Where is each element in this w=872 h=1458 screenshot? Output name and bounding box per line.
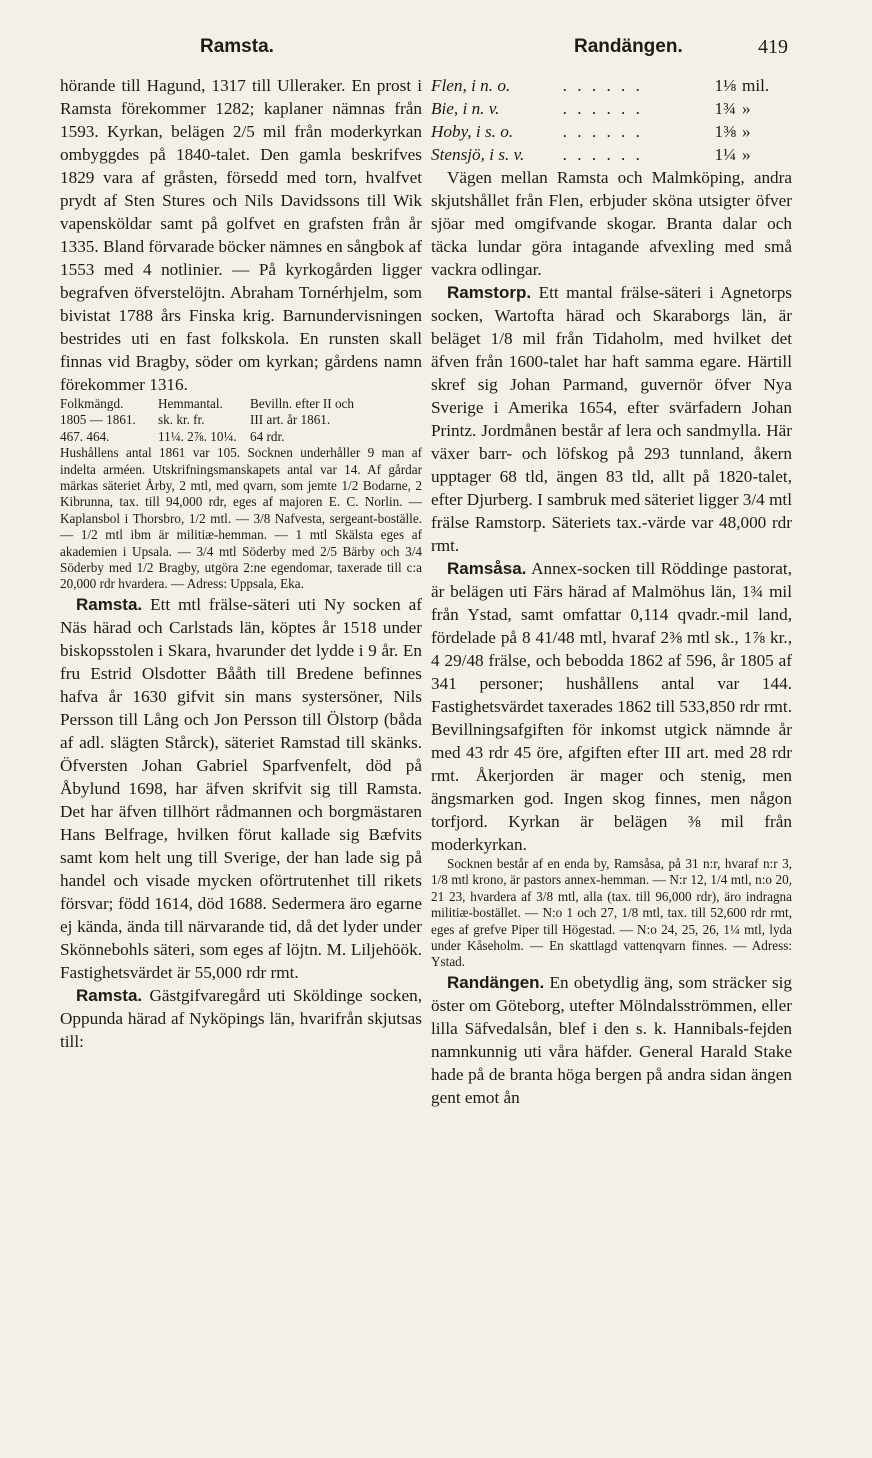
distance-table	[431, 74, 792, 166]
distance-row	[431, 74, 792, 97]
stats-sub-years: 1805 — 1861.	[60, 412, 136, 428]
entry-text: Annex-socken till Röddinge pastorat, är belägen uti Färs härad af Malmöhus län, 1¾ mil från Ystad, samt omfattar 0,114 qvadr.-mil land, fördelade på 8 41/48 mtl, hvaraf 2⅜ mtl sk., 1⅞ kr., 4 29/48 frälse, och bebodda 1862 af 596, år 1805 af 341 personer; hushållens antal var 144. Fastighetsvärdet taxerades 1862 till 533,850 rdr rmt. Bevillningsafgiften för inkomst utgick nämnde år med 43 rdr 45 öre, afgiften efter III art. med 28 rdr rmt. Åkerjorden är mager och stenig, men ängsmarken god. Ingen skog finnes, men någon torfjord. Kyrkan är belägen ⅜ mil från moderkyrkan.	[431, 559, 792, 854]
left-column	[60, 74, 422, 1053]
distance-value: 1⅛	[714, 76, 736, 95]
header-left-title: Ramsta.	[200, 36, 274, 57]
entry-randangen	[431, 971, 792, 1109]
leader-dots: . . . . . .	[562, 76, 643, 95]
entry-ramstorp	[431, 281, 792, 557]
distance-unit: »	[742, 145, 751, 164]
entry-text: Gästgifvaregård uti Sköldinge socken, Oppunda härad af Nyköpings län, hvarifrån skjutsas till:	[60, 985, 423, 1051]
entry-title: Randängen.	[447, 972, 545, 992]
population-stats	[60, 396, 422, 445]
paragraph-hagund: hörande till Hagund, 1317 till Ulleraker. En prost i Ramsta förekommer 1282; kaplaner nämnas från 1593. Kyrkan, belägen 2/5 mil från moderkyrkan ombyggdes på 1840-talet. Den gamla beskrifves 1829 vara af gråsten, försedd med torn, hvalfvet prydt af Sten Stures och Nils Davidssons till Wik vapensköldar samt på golfvet en grafsten från år 1335. Bland förvarade böcker nämnes en sångbok af 1553 med 4 notlinier. — På kyrkogården ligger begrafven öfverstelöjtn. Abraham Tornérhjelm, som bivistat 1788 års Finska krig. Barnundervisningen bestrides uti en fast folkskola. En runsten skall finnas vid Bragby, söder om kyrkan; gårdens namn förekommer 1316.	[60, 76, 422, 394]
small-print-hushall: Hushållens antal 1861 var 105. Socknen underhåller 9 man af indelta arméen. Utskrifningsmanskapets antal var 14. Af gårdar märkas säteriet Årby, 2 mtl, med qvarn, som jemte 1/2 Bodarne, 2 Kibrunna, tax. till 94,000 rdr, eges af majoren E. C. Norlin. — Kaplansbol i Thorsbro, 1/2 mtl. — 3/8 Nafvesta, sergeant-boställe. — 1/2 mtl ibm är militiæ-hemman. — 1 mtl Skälsta eges af akademien i Upsala. — 3/4 mtl Söderby med 2/5 Bärby och 3/4 Söderby med 1/2 Bragby, utgöra 2:ne egendomar, taxerade till c:a 20,000 rdr hvardera. — Adress: Uppsala, Eka.	[60, 445, 422, 592]
entry-title: Ramstorp.	[447, 283, 532, 302]
entry-text: Ett mtl frälse-säteri uti Ny socken af Näs härad och Carlstads län, köptes år 1518 under biskopsstolen i Skara, hvarunder det lydde i 9 år. En fru Estrid Olsdotter Bååth till Bredene befinnes hafva år 1630 gifvit sin mans systersöner, Nils Persson till Lång och Jon Persson till Ölstorp (båda af adl. slägten Stårck), säteriet Ramstad till skänks. Öfversten Johan Gabriel Sparfvenfelt, död på Åbylund 1698, har äfven skrifvit sig till Ramsta. Det har äfven tillhört rådmannen och borgmästaren Hans Belfrage, hvilken förut kallade sig Bæfvits samt kom helt ung till Sverige, der han lade sig på handel och visade mycken oförtrutenhet till rikets försvar; född 1614, död 1688. Sedermera äro egarne ej kända, ända till närvarande tid, då det lyder under Skönnebohls säteri, som eges af löjtn. M. Liljehöök. Fastighetsvärdet är 55,000 rdr rmt.	[60, 594, 423, 982]
distance-unit: »	[742, 122, 751, 141]
stats-sub-categories: sk. kr. fr.	[158, 412, 205, 428]
leader-dots: . . . . . .	[562, 122, 643, 141]
running-header	[60, 36, 832, 70]
distance-row	[431, 143, 792, 166]
distance-value: 1¼	[714, 145, 736, 164]
page-number: 419	[758, 36, 788, 58]
entry-text: Ett mantal frälse-säteri i Agnetorps socken, Wartofta härad och Skaraborgs län, är beläget 1/8 mil från Tidaholm, med hvilket det äfven från 1600-talet har haft samma egare. Härtill skref sig Johan Parmand, guvernör öfver Nya Sverige i Amerika 1654, efter svärfadern Johan Printz. Jordmånen består af lera och sandmylla. Här växer barr- och löfskog på 293 tunnland, åkern upptager 68 tld, ängen 83 tld, allt på 1820-talet, efter Djurberg. I sambruk med säteriet ligger 3/4 mtl frälse Ramstorp. Säteriets tax.-värde var 48,000 rdr rmt.	[431, 283, 792, 555]
entry-title: Ramsåsa.	[447, 559, 527, 578]
stats-header-population: Folkmängd.	[60, 396, 124, 411]
small-print-socknen: Socknen består af en enda by, Ramsåsa, på 31 n:r, hvaraf n:r 3, 1/8 mtl krono, är pastors annex-hemman. — N:r 12, 1/4 mtl, n:o 20, 21 23, hvardera af 3/8 mtl, alla (tax. till 96,000 rdr), äro indragna militiæ-bostället. — N:o 1 och 27, 1/8 mtl, tax. till 52,600 rdr rmt, eges af grefve Piper till Högestad. — N:o 24, 25, 26, 1¼ mtl, lyda under Kåseholm. — En skattlagd vattenqvarn finnes. — Adress: Ystad.	[431, 856, 792, 970]
stats-header-hemmantal: Hemmantal.	[158, 396, 223, 411]
distance-row	[431, 97, 792, 120]
distance-unit: mil.	[742, 76, 770, 95]
entry-ramsta-skoldinge	[60, 984, 422, 1053]
distance-value: 1⅜	[714, 122, 736, 141]
paragraph-vagen: Vägen mellan Ramsta och Malmköping, andra skjutshållet från Flen, erbjuder sköna utsigter öfver sjöar med omgifvande skogar. Branta dalar och täcka lundar göra intagande afvexling med små vackra odlingar.	[431, 168, 792, 279]
distance-place: Flen, i n. o.	[431, 76, 511, 95]
distance-row	[431, 120, 792, 143]
entry-ramsasa	[431, 557, 792, 856]
leader-dots: . . . . . .	[562, 99, 643, 118]
distance-place: Stensjö, i s. v.	[431, 145, 525, 164]
stats-value-hemmantal: 11¼. 2⅞. 10¼.	[158, 428, 237, 444]
stats-value-population: 467. 464.	[60, 428, 110, 444]
entry-ramsta-ny	[60, 593, 422, 984]
distance-place: Bie, i n. v.	[431, 99, 500, 118]
stats-value-bevilln: 64 rdr.	[250, 428, 285, 444]
right-column	[431, 74, 792, 1109]
entry-title: Ramsta.	[76, 594, 143, 614]
entry-title: Ramsta.	[76, 985, 143, 1005]
stats-header-bevilln: Bevilln. efter II och	[250, 396, 354, 411]
stats-sub-art: III art. år 1861.	[250, 412, 331, 428]
header-center-title: Randängen.	[574, 36, 683, 57]
entry-text: En obetydlig äng, som sträcker sig öster om Göteborg, utefter Mölndalsströmmen, eller lilla Säfvedalsån, blef i den s. k. Hannibals-fejden namnkunnig uti våra häfder. General Harald Stake hade på de branta höga bergen på andra sidan ängen gent emot ån	[431, 972, 792, 1107]
distance-value: 1¾	[714, 99, 736, 118]
distance-place: Hoby, i s. o.	[431, 122, 514, 141]
distance-unit: »	[742, 99, 751, 118]
leader-dots: . . . . . .	[562, 145, 643, 164]
